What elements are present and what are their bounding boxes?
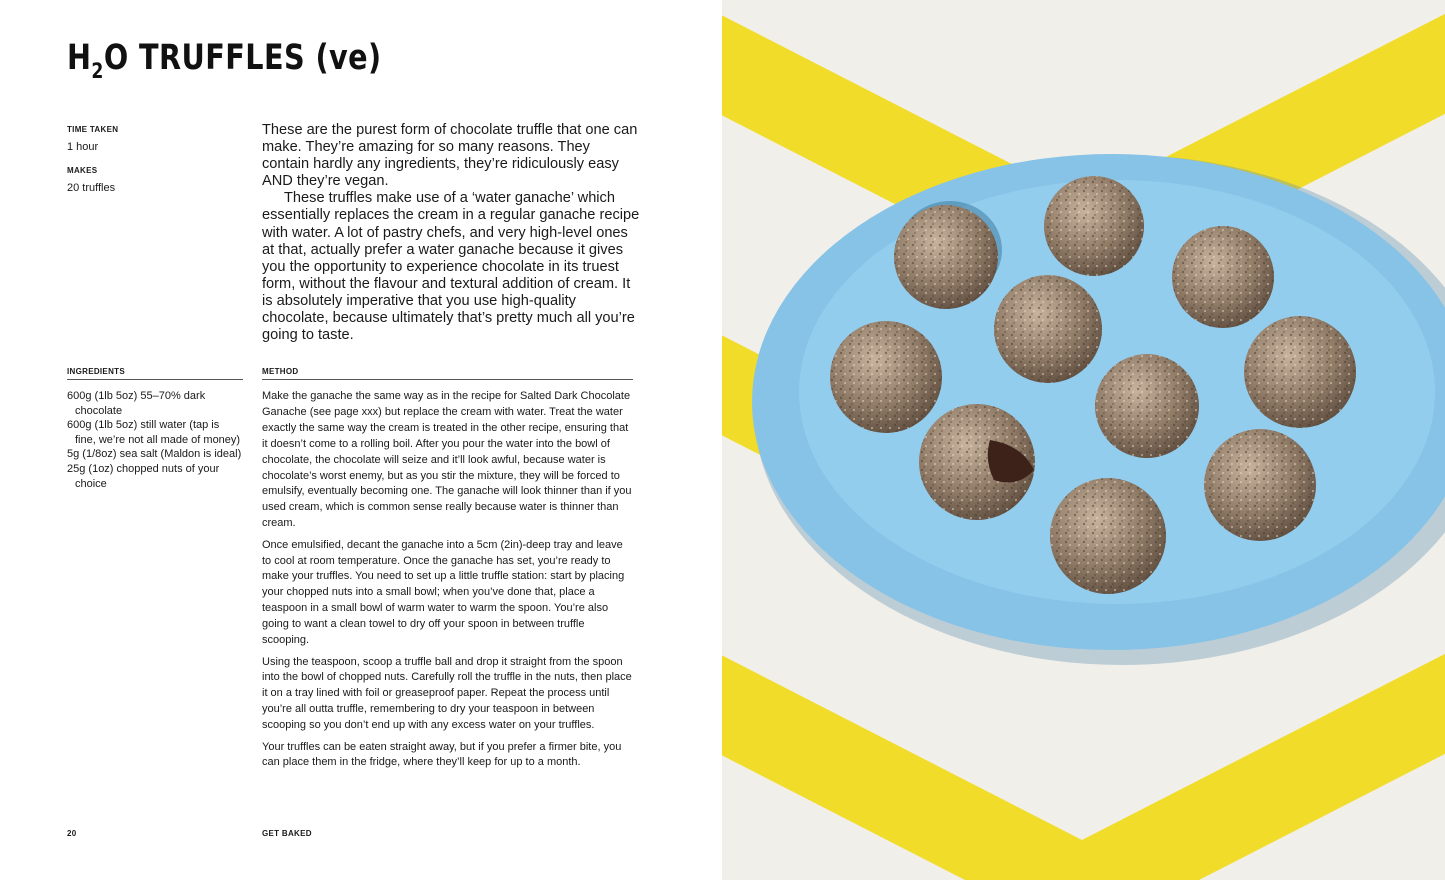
ingredient-item: 600g (1lb 5oz) still water (tap is fine, we’re not all made of money)	[67, 419, 241, 446]
intro-paragraph: These are the purest form of chocolate truffle that one can make. They’re amazing for so many reasons. They contain hardly any ingredients, they’re ridiculously easy AND they’re vegan.	[262, 122, 638, 190]
photo-illustration	[722, 0, 1445, 880]
truffle	[1172, 226, 1274, 328]
ingredient-item: 25g (1oz) chopped nuts of your choice	[67, 462, 220, 490]
method-step: Make the ganache the same way as in the recipe for Salted Dark Chocolate Ganache (see page xxx) but replace the cream with water. Treat the water exactly the same way the cream is treated in the other recipe, ensuring that it doesn’t come to a rolling boil. After you pour the water into the bowl of chocolate, the chocolate will seize and it’ll look awful, because water is chocolate’s worst enemy, but as you stir the mixture, they will be forced to emulsify, eventually becoming one. The ganache will look thinner than if you used cream, which is common sense really because water is thinner than cream.	[262, 390, 632, 530]
method-step: Using the teaspoon, scoop a truffle ball and drop it straight from the spoon into the bowl of chopped nuts. Carefully roll the truffle in the nuts, then place it on a tray lined with foil or greaseproof paper. Repeat the process until you’re all outta truffle, remembering to dry your teaspoon in between scooping so you don’t end up with any excess water on your truffles.	[262, 655, 632, 732]
intro-text	[262, 122, 640, 344]
makes-label: MAKES	[67, 166, 98, 175]
ingredient-item: 5g (1/8oz) sea salt (Maldon is ideal)	[67, 448, 242, 461]
ingredients-heading: INGREDIENTS	[67, 367, 243, 380]
recipe-meta	[67, 124, 247, 206]
truffle	[1204, 429, 1316, 541]
ingredients-list	[67, 389, 243, 491]
left-page	[0, 0, 722, 880]
truffle	[1050, 478, 1166, 594]
intro-paragraph: These truffles make use of a ‘water ganache’ which essentially replaces the cream in a regular ganache recipe with water. A lot of pastry chefs, and very high-level ones at that, actually prefer a water ganache because it gives you the opportunity to experience chocolate in its truest form, without the flavour and textural addition of cream. It is absolutely imperative that you use high-quality chocolate, because ultimately that’s pretty much all you’re going to taste.	[262, 190, 640, 344]
truffle	[994, 275, 1102, 383]
page-number: 20	[67, 829, 77, 838]
truffle	[1095, 354, 1199, 458]
ingredient-item: 600g (1lb 5oz) 55–70% dark chocolate	[67, 390, 206, 417]
truffles-photo	[722, 0, 1445, 880]
truffle	[1244, 316, 1356, 428]
method-heading: METHOD	[262, 367, 633, 380]
method-text	[262, 389, 634, 777]
truffle-bitten	[919, 404, 1035, 520]
time-taken-label: TIME TAKEN	[67, 125, 119, 134]
method-step: Your truffles can be eaten straight away, but if you prefer a firmer bite, you can place them in the fridge, where they’ll keep for up to a month.	[262, 740, 622, 769]
truffle	[1044, 176, 1144, 276]
time-taken-value: 1 hour	[67, 141, 99, 153]
recipe-title: $H_2O$ TRUFFLES (ve)	[67, 38, 382, 83]
method-step: Once emulsified, decant the ganache into a 5cm (2in)-deep tray and leave to cool at room temperature. Once the ganache has set, you’re ready to make your truffles. You need to set up a little truffle station: start by placing your chopped nuts into a small bowl; when you’ve done that, place a teaspoon in a small bowl of warm water to warm the spoon. You’re also going to want a clean towel to dry off your spoon in between truffle scooping.	[262, 538, 625, 647]
makes-value: 20 truffles	[67, 182, 116, 194]
truffle	[830, 321, 942, 433]
book-title: GET BAKED	[262, 829, 312, 838]
